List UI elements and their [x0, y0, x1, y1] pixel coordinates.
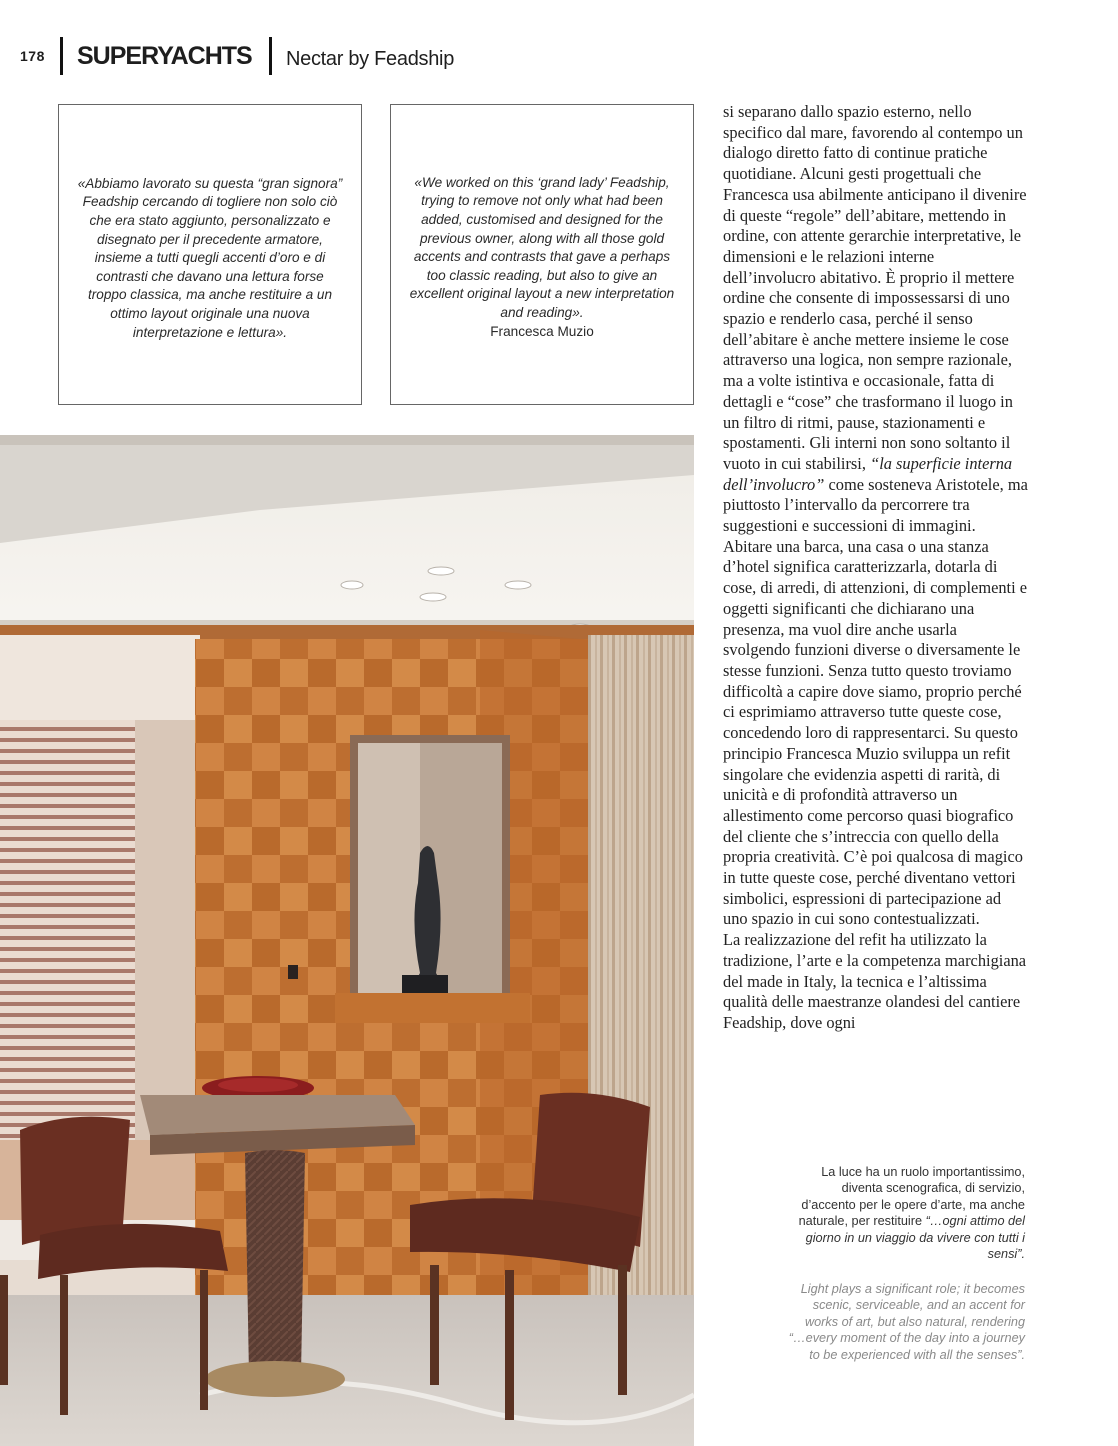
body-paragraph — [723, 102, 1028, 537]
body-paragraph: Abitare una barca, una casa o una stanza d’hotel significa caratterizzarla, dotarla di cose, di arredi, di attenzioni, di complementi e oggetti significanti che dichiarano una presenza, ma vuol dire anche usarla svolgendo funzioni diverse o diversamente le stesse funzioni. Senza tutto questo troviamo difficoltà a capire dove siamo, proprio perché ci esprimiamo attraverso tutte queste cose, concedendo loro di rappresentarci. Su questo principio Francesca Muzio sviluppa un refit singolare che evidenzia aspetti di rarità, di unicità e di profondità attraverso un allestimento come percorso quasi biografico del cliente che s’intreccia con quello della propria creatività. C’è poi qualcosa di magico in tutte queste cose, perché diventano vettori simbolici, espressioni di partecipazione ad uno spazio in cui sono contestualizzati. — [723, 536, 1028, 929]
pull-quote-english — [390, 104, 694, 405]
article-title: Nectar by Feadship — [286, 48, 455, 70]
aristotle-quote: “la superficie interna dell’involucro” — [723, 453, 1013, 494]
caption-quote: “…ogni attimo del giorno in un viaggio da vivere con tutti i sensi”. — [805, 1214, 1025, 1262]
article-body — [723, 102, 1028, 1034]
header-divider — [269, 37, 272, 75]
pull-quote-italian — [58, 104, 362, 405]
photo-caption-english: Light plays a significant role; it becomes scenic, serviceable, and an accent for works of art, but also natural, rendering “…every moment of the day into a journey to be experienced with all the senses”. — [788, 1282, 1025, 1362]
pull-quote-author: Francesca Muzio — [490, 323, 594, 339]
photo-caption-italian — [785, 1164, 1025, 1262]
body-paragraph: La realizzazione del refit ha utilizzato la tradizione, l’arte e la competenza marchigiana del made in Italy, la tecnica e l’altissima qualità delle maestranze olandesi del cantiere Feadship, dove ogni — [723, 930, 1027, 1032]
pull-quote-text: «Abbiamo lavorato su questa “gran signora” Feadship cercando di togliere non solo ciò che era stato aggiunto, personalizzato e disegnato per il precedente armatore, insieme a tutti quegli accenti d’oro e di contrasti che davano una lettura forse troppo classica, ma anche restituire a un ottimo layout originale una nuova interpretazione e lettura». — [77, 175, 343, 340]
header-divider — [60, 37, 63, 75]
page-number: 178 — [20, 48, 45, 64]
body-text: come sosteneva Aristotele, ma piuttosto l’intervallo da percorrere tra suggestioni e successioni di immagini. — [723, 474, 1028, 536]
caption-text: La luce ha un ruolo importantissimo, diventa scenografica, di servizio, d’accento per le opere d’arte, ma anche naturale, per restituire — [798, 1165, 1025, 1229]
section-title: SUPERYACHTS — [77, 42, 252, 70]
interior-photo — [0, 435, 694, 1446]
body-text: si separano dallo spazio esterno, nello specifico dal mare, favorendo al contempo un dialogo diretto fatto di continue pratiche quotidiane. Alcuni gesti progettuali che Francesca usa abilmente anticipano il divenire di queste “regole” dell’abitare, mettendo in ordine, con attente gerarchie interpretative, le dimensioni e le relazioni interne dell’involucro abitativo. È proprio il mettere ordine che consente di impossessarsi di uno spazio e renderlo casa, perché il senso dell’abitare è anche mettere insieme le cose attraverso una logica, non sempre razionale, ma a volte istintiva e occasionale, fatta di dettagli e “cose” che trasformano il luogo in un filtro di ritmi, pause, stazionamenti e spostamenti. Gli interni non sono soltanto il vuoto in cui stabilirsi, — [723, 102, 1027, 473]
pull-quote-text: «We worked on this ‘grand lady’ Feadship, trying to remove not only what had been added, customised and designed for the previous owner, along with all those gold accents and contrasts that gave a perhaps too classic reading, but also to give an excellent original layout a new interpretation and reading». — [409, 174, 675, 320]
